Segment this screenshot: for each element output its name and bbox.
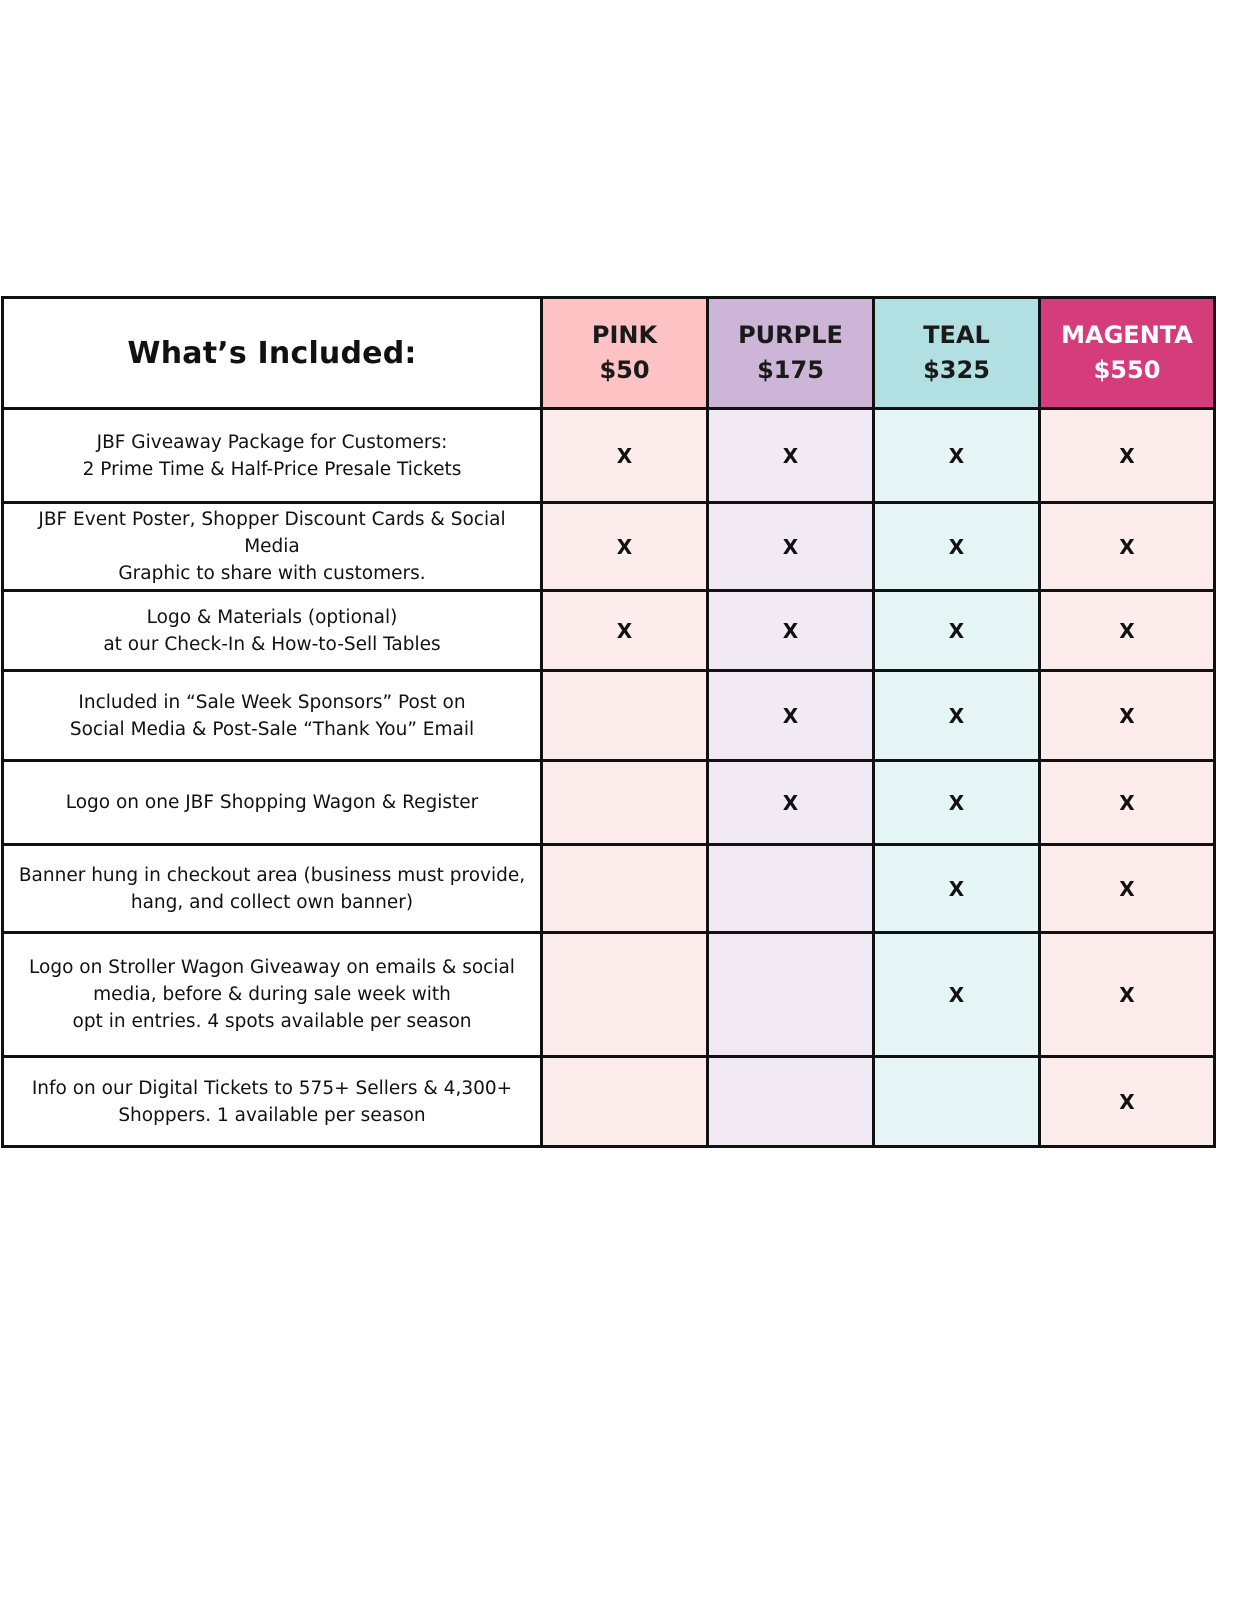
included-mark	[542, 1057, 708, 1147]
included-mark: X	[874, 409, 1040, 503]
feature-description	[3, 503, 542, 591]
table-row	[3, 503, 1215, 591]
feature-line: JBF Event Poster, Shopper Discount Cards & Social Media	[38, 509, 506, 557]
tier-name: PINK	[591, 321, 658, 349]
table-row	[3, 671, 1215, 761]
included-mark: X	[874, 761, 1040, 845]
feature-line: Logo & Materials (optional)	[146, 606, 398, 628]
included-mark: X	[1040, 1057, 1215, 1147]
included-mark: X	[542, 409, 708, 503]
comparison-grid	[1, 296, 1216, 1148]
tier-price: $325	[923, 356, 990, 384]
table-row	[3, 761, 1215, 845]
included-mark: X	[1040, 845, 1215, 933]
included-mark	[542, 671, 708, 761]
header-row	[3, 298, 1215, 409]
feature-description	[3, 591, 542, 671]
included-mark	[708, 933, 874, 1057]
feature-line: media, before & during sale week with	[93, 984, 451, 1005]
feature-description	[3, 933, 542, 1057]
tier-price: $550	[1093, 356, 1161, 384]
feature-line: JBF Giveaway Package for Customers:	[96, 431, 448, 453]
included-mark: X	[1040, 671, 1215, 761]
included-mark: X	[1040, 761, 1215, 845]
included-mark	[708, 1057, 874, 1147]
included-mark: X	[874, 845, 1040, 933]
feature-line: opt in entries. 4 spots available per season	[72, 1011, 472, 1032]
included-mark: X	[1040, 591, 1215, 671]
tier-header-teal	[874, 298, 1040, 409]
tier-header-magenta	[1040, 298, 1215, 409]
table-row	[3, 933, 1215, 1057]
feature-description	[3, 671, 542, 761]
table-row	[3, 591, 1215, 671]
included-mark: X	[874, 503, 1040, 591]
included-mark: X	[1040, 933, 1215, 1057]
included-mark: X	[1040, 503, 1215, 591]
table-row	[3, 845, 1215, 933]
feature-line: Banner hung in checkout area (business must provide,	[18, 864, 526, 886]
feature-description	[3, 1057, 542, 1147]
table-row	[3, 1057, 1215, 1147]
included-mark: X	[708, 761, 874, 845]
included-mark	[542, 933, 708, 1057]
included-mark: X	[708, 671, 874, 761]
tier-price: $175	[757, 356, 824, 384]
included-mark: X	[874, 933, 1040, 1057]
feature-description	[3, 845, 542, 933]
feature-line: Social Media & Post-Sale “Thank You” Email	[69, 718, 475, 740]
tier-price: $50	[599, 356, 650, 384]
included-mark: X	[542, 591, 708, 671]
feature-line: hang, and collect own banner)	[130, 891, 414, 913]
tier-name: MAGENTA	[1061, 321, 1193, 349]
included-mark	[542, 761, 708, 845]
feature-description	[3, 409, 542, 503]
tier-name: PURPLE	[738, 321, 843, 349]
table-heading: What’s Included:	[3, 298, 542, 409]
feature-line: Included in “Sale Week Sponsors” Post on	[78, 691, 466, 713]
included-mark	[708, 845, 874, 933]
tier-name: TEAL	[923, 321, 990, 349]
table-row	[3, 409, 1215, 503]
feature-description	[3, 761, 542, 845]
included-mark	[542, 845, 708, 933]
feature-line: Shoppers. 1 available per season	[118, 1104, 426, 1126]
included-mark: X	[874, 591, 1040, 671]
included-mark: X	[708, 591, 874, 671]
included-mark: X	[708, 503, 874, 591]
included-mark: X	[708, 409, 874, 503]
tier-header-purple	[708, 298, 874, 409]
feature-line: at our Check-In & How-to-Sell Tables	[103, 633, 441, 655]
feature-line: Logo on Stroller Wagon Giveaway on emails & social	[29, 957, 515, 978]
tier-header-pink	[542, 298, 708, 409]
feature-line: 2 Prime Time & Half-Price Presale Tickets	[82, 458, 462, 480]
feature-line: Graphic to share with customers.	[118, 563, 426, 584]
feature-line: Logo on one JBF Shopping Wagon & Register	[65, 792, 479, 813]
sponsorship-comparison-table	[1, 296, 1212, 1148]
included-mark: X	[1040, 409, 1215, 503]
included-mark	[874, 1057, 1040, 1147]
included-mark: X	[542, 503, 708, 591]
feature-line: Info on our Digital Tickets to 575+ Sellers & 4,300+	[31, 1077, 513, 1099]
included-mark: X	[874, 671, 1040, 761]
